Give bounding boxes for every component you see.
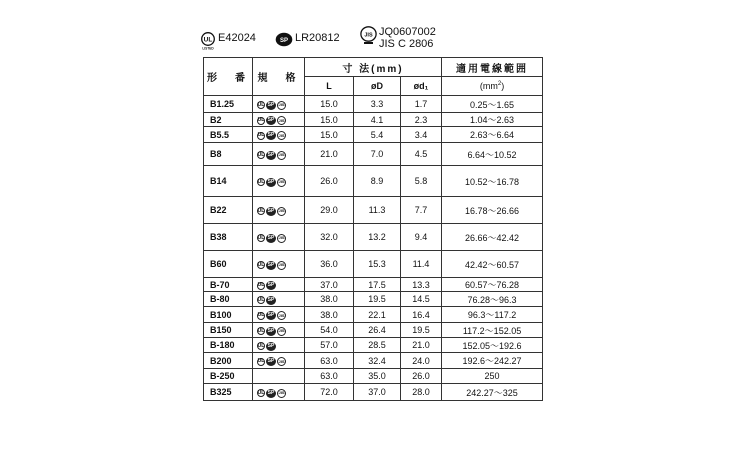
outer-diameter-cell: 19.5 [354,292,401,307]
standard-cell [253,251,305,278]
outer-diameter-cell: 15.3 [354,251,401,278]
standard-cell [253,224,305,251]
wire-range-cell: 16.78～26.66 [442,197,543,224]
table-row [204,251,543,278]
standard-icons [257,233,286,243]
standard-icons [257,295,276,305]
csa-mark-icon: SP [267,207,275,214]
standard-cell [253,166,305,197]
table-row [204,353,543,369]
table-body [204,96,543,401]
table-row [204,338,543,353]
svg-text:LISTED: LISTED [202,46,214,50]
inner-diameter-cell: 21.0 [401,338,442,353]
wire-range-cell: 60.57～76.28 [442,278,543,292]
standard-icons [257,388,286,398]
dimensions-header: 寸 法(mm) [305,58,442,77]
inner-diameter-cell: 5.8 [401,166,442,197]
inner-diameter-header: ød₁ [401,77,442,96]
type-cell: B14 [204,166,253,197]
ul-mark-icon: UL [257,234,265,241]
standard-cell [253,353,305,369]
jis-mark-icon: JIS [277,131,286,140]
standard-icons [257,311,286,321]
table-row [204,292,543,307]
standard-cell [253,127,305,143]
jis-mark-icon [360,26,377,45]
ul-mark-icon: UL [257,207,265,214]
wire-range-cell: 0.25～1.65 [442,96,543,113]
csa-mark-icon: SP [267,342,275,349]
header-row-1 [204,58,543,77]
type-cell: B5.5 [204,127,253,143]
table-row [204,166,543,197]
outer-diameter-cell: 32.4 [354,353,401,369]
outer-diameter-cell: 13.2 [354,224,401,251]
table-row [204,224,543,251]
type-cell: B150 [204,323,253,338]
table-row [204,96,543,113]
ul-mark-icon: UL [257,312,265,319]
ul-mark-icon: UL [257,342,265,349]
inner-diameter-cell: 4.5 [401,143,442,166]
table-row [204,127,543,143]
jis-text-block [379,26,436,50]
wire-range-cell: 242.27～325 [442,384,543,401]
svg-text:JIS: JIS [364,32,373,39]
csa-mark-icon: SP [267,358,275,365]
wire-range-cell: 96.3～117.2 [442,307,543,323]
inner-diameter-cell: 28.0 [401,384,442,401]
csa-mark-icon: SP [267,132,275,139]
length-cell: 57.0 [305,338,354,353]
ul-mark-icon: UL [257,389,265,396]
standard-cell [253,96,305,113]
jis-mark-icon: JIS [277,389,286,398]
length-cell: 15.0 [305,113,354,127]
wire-range-cell: 26.66～42.42 [442,224,543,251]
length-cell: 63.0 [305,369,354,384]
wire-range-cell: 76.28～96.3 [442,292,543,307]
outer-diameter-cell: 8.9 [354,166,401,197]
length-cell: 15.0 [305,127,354,143]
type-cell: B2 [204,113,253,127]
wire-range-cell: 152.05～192.6 [442,338,543,353]
table-row [204,278,543,292]
standard-icons [257,116,286,126]
outer-diameter-cell: 22.1 [354,307,401,323]
type-header: 形 番 [204,58,253,96]
csa-mark-icon: SP [267,117,275,124]
table-row [204,143,543,166]
length-cell: 63.0 [305,353,354,369]
range-header: 適用電線範囲 [442,58,543,77]
ul-number: E42024 [218,32,256,44]
wire-range-cell: 1.04～2.63 [442,113,543,127]
length-cell: 36.0 [305,251,354,278]
standard-icons [257,150,286,160]
outer-diameter-cell: 4.1 [354,113,401,127]
outer-diameter-cell: 7.0 [354,143,401,166]
ul-mark-icon: UL [257,261,265,268]
outer-diameter-cell: 37.0 [354,384,401,401]
ul-certification [200,32,256,50]
standard-icons [257,131,286,141]
csa-number: LR20812 [295,32,340,44]
standard-cell [253,384,305,401]
standard-icons [257,100,286,110]
length-cell: 26.0 [305,166,354,197]
outer-diameter-cell: 26.4 [354,323,401,338]
type-cell: B38 [204,224,253,251]
inner-diameter-cell: 1.7 [401,96,442,113]
ul-mark-icon: UL [257,151,265,158]
standard-cell [253,278,305,292]
standard-cell [253,323,305,338]
certification-header [200,24,550,54]
jis-standard: JIS C 2806 [379,38,434,50]
table-row [204,369,543,384]
inner-diameter-cell: 14.5 [401,292,442,307]
type-cell: B200 [204,353,253,369]
length-cell: 37.0 [305,278,354,292]
standard-icons [257,341,276,351]
length-cell: 54.0 [305,323,354,338]
csa-mark-icon: SP [267,261,275,268]
jis-mark-icon: JIS [277,207,286,216]
csa-logo-icon [275,32,293,47]
svg-text:SP: SP [279,38,289,44]
outer-diameter-cell: 11.3 [354,197,401,224]
ul-mark-icon: UL [257,296,265,303]
length-cell: 21.0 [305,143,354,166]
jis-mark-icon: JIS [277,178,286,187]
inner-diameter-cell: 26.0 [401,369,442,384]
type-cell: B-70 [204,278,253,292]
csa-mark-icon: SP [267,101,275,108]
type-cell: B8 [204,143,253,166]
wire-range-cell: 2.63～6.64 [442,127,543,143]
type-cell: B-250 [204,369,253,384]
ul-mark-icon: UL [257,132,265,139]
jis-mark-icon: JIS [277,327,286,336]
type-cell: B-80 [204,292,253,307]
csa-mark-icon: SP [267,327,275,334]
type-cell: B100 [204,307,253,323]
inner-diameter-cell: 9.4 [401,224,442,251]
type-cell: B-180 [204,338,253,353]
length-cell: 32.0 [305,224,354,251]
length-cell: 15.0 [305,96,354,113]
inner-diameter-cell: 11.4 [401,251,442,278]
csa-mark-icon: SP [267,234,275,241]
inner-diameter-cell: 7.7 [401,197,442,224]
wire-range-cell: 6.64～10.52 [442,143,543,166]
outer-diameter-header: øD [354,77,401,96]
outer-diameter-cell: 5.4 [354,127,401,143]
jis-mark-icon: JIS [277,151,286,160]
length-cell: 38.0 [305,307,354,323]
ul-mark-icon: UL [257,327,265,334]
csa-certification [275,32,340,47]
csa-mark-icon: SP [267,178,275,185]
csa-mark-icon: SP [267,282,275,289]
ul-listed-logo-icon [200,32,216,50]
inner-diameter-cell: 2.3 [401,113,442,127]
csa-mark-icon: SP [267,151,275,158]
inner-diameter-cell: 19.5 [401,323,442,338]
outer-diameter-cell: 17.5 [354,278,401,292]
standard-icons [257,177,286,187]
standard-icons [257,357,286,367]
inner-diameter-cell: 3.4 [401,127,442,143]
wire-range-cell: 117.2～152.05 [442,323,543,338]
jis-number: JQ0607002 [379,26,436,38]
standard-header: 規 格 [253,58,305,96]
ul-mark-icon: UL [257,178,265,185]
table-row [204,113,543,127]
table-row [204,307,543,323]
table-row [204,323,543,338]
csa-mark-icon: SP [267,312,275,319]
table-row [204,384,543,401]
standard-icons [257,326,286,336]
ul-mark-icon: UL [257,282,265,289]
wire-range-cell: 42.42～60.57 [442,251,543,278]
terminal-spec-table [203,57,543,401]
svg-text:UL: UL [203,36,213,44]
length-cell: 72.0 [305,384,354,401]
standard-cell [253,113,305,127]
csa-mark-icon: SP [267,296,275,303]
standard-cell [253,338,305,353]
standard-icons [257,281,276,291]
wire-range-cell: 192.6～242.27 [442,353,543,369]
csa-mark-icon: SP [267,389,275,396]
standard-icons [257,260,286,270]
jis-mark-icon: JIS [277,311,286,320]
ul-mark-icon: UL [257,117,265,124]
standard-cell [253,369,305,384]
ul-mark-icon: UL [257,358,265,365]
outer-diameter-cell: 35.0 [354,369,401,384]
type-cell: B22 [204,197,253,224]
jis-mark-icon: JIS [277,357,286,366]
standard-cell [253,143,305,166]
outer-diameter-cell: 3.3 [354,96,401,113]
standard-cell [253,197,305,224]
length-header: L [305,77,354,96]
jis-mark-icon: JIS [277,116,286,125]
table-row [204,197,543,224]
jis-mark-icon: JIS [277,234,286,243]
standard-icons [257,206,286,216]
wire-range-cell: 250 [442,369,543,384]
wire-range-cell: 10.52～16.78 [442,166,543,197]
outer-diameter-cell: 28.5 [354,338,401,353]
standard-cell [253,292,305,307]
type-cell: B1.25 [204,96,253,113]
ul-mark-icon: UL [257,101,265,108]
inner-diameter-cell: 16.4 [401,307,442,323]
jis-certification [360,26,436,50]
inner-diameter-cell: 24.0 [401,353,442,369]
standard-cell [253,307,305,323]
type-cell: B325 [204,384,253,401]
range-unit-header: $(mm^2)$ [442,77,543,96]
type-cell: B60 [204,251,253,278]
jis-mark-icon: JIS [277,261,286,270]
length-cell: 29.0 [305,197,354,224]
length-cell: 38.0 [305,292,354,307]
inner-diameter-cell: 13.3 [401,278,442,292]
jis-mark-icon: JIS [277,101,286,110]
